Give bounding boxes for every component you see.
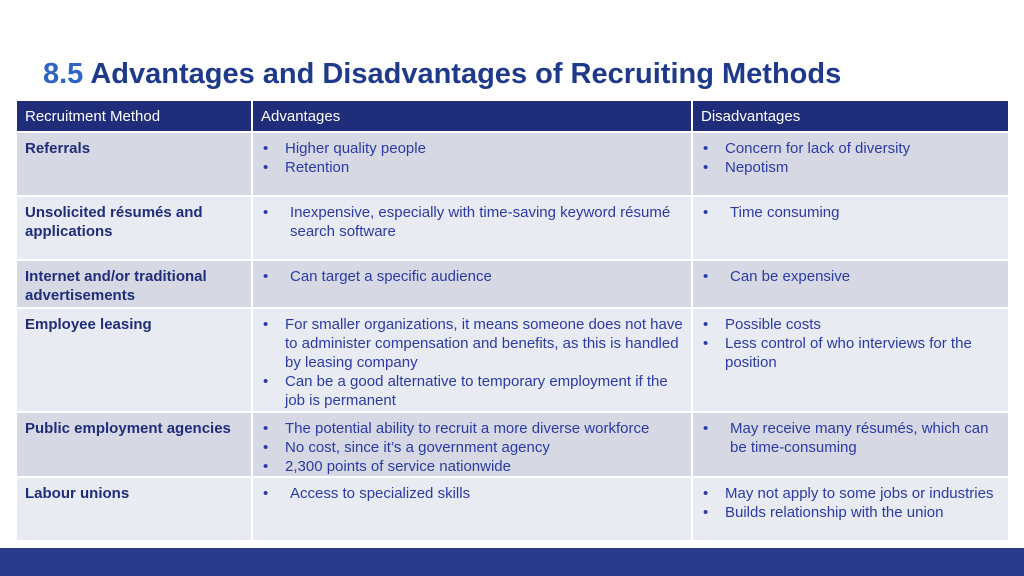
list-item: • Less control of who interviews for the position — [703, 335, 972, 371]
disadvantages-cell — [693, 309, 1008, 413]
disadvantages-cell — [693, 133, 1008, 197]
list-item: • Higher quality people — [263, 140, 426, 157]
list-item: • Time consuming — [703, 204, 840, 221]
list-item: • 2,300 points of service nationwide — [263, 458, 511, 475]
disadvantages-cell — [693, 478, 1008, 542]
list-item: • The potential ability to recruit a more diverse workforce — [263, 420, 650, 437]
list-item: • For smaller organizations, it means someone does not have to administer compensation and benefits, as this is handled by leasing company — [263, 316, 683, 371]
list-item: • May receive many résumés, which can be time-consuming — [703, 420, 989, 456]
method-cell: Internet and/or traditional advertisements — [17, 261, 253, 309]
advantages-cell — [253, 197, 693, 261]
method-cell: Referrals — [17, 133, 253, 197]
page-title — [43, 56, 841, 92]
list-item: • Retention — [263, 159, 350, 176]
header-advantages: Advantages — [253, 101, 693, 133]
method-cell: Unsolicited résumés and applications — [17, 197, 253, 261]
table-row — [17, 133, 1008, 197]
header-disadvantages: Disadvantages — [693, 101, 1008, 133]
list-item: • May not apply to some jobs or industries — [703, 485, 994, 502]
list-item: • Possible costs — [703, 316, 821, 333]
title-text: Advantages and Disadvantages of Recruiting Methods — [90, 58, 842, 90]
table-row — [17, 478, 1008, 542]
table-row — [17, 261, 1008, 309]
list-item: • Nepotism — [703, 159, 789, 176]
list-item: • Inexpensive, especially with time-saving keyword résumé search software — [263, 204, 671, 240]
disadvantages-cell — [693, 413, 1008, 478]
advantages-cell — [253, 413, 693, 478]
list-item: • Builds relationship with the union — [703, 504, 944, 521]
table-row — [17, 309, 1008, 413]
recruiting-methods-table — [17, 101, 1008, 542]
list-item: • Can be expensive — [703, 268, 851, 285]
table-header-row — [17, 101, 1008, 133]
list-item: • Can target a specific audience — [263, 268, 492, 285]
section-number: 8.5 — [43, 58, 84, 90]
advantages-cell — [253, 309, 693, 413]
footer-bar — [0, 548, 1024, 576]
disadvantages-cell — [693, 197, 1008, 261]
table-row — [17, 197, 1008, 261]
list-item: • No cost, since it’s a government agency — [263, 439, 550, 456]
method-cell: Public employment agencies — [17, 413, 253, 478]
list-item: • Can be a good alternative to temporary employment if the job is permanent — [263, 373, 668, 409]
list-item: • Access to specialized skills — [263, 485, 471, 502]
method-cell: Labour unions — [17, 478, 253, 542]
advantages-cell — [253, 478, 693, 542]
advantages-cell — [253, 261, 693, 309]
header-method: Recruitment Method — [17, 101, 253, 133]
advantages-cell — [253, 133, 693, 197]
method-cell: Employee leasing — [17, 309, 253, 413]
disadvantages-cell — [693, 261, 1008, 309]
table-row — [17, 413, 1008, 478]
list-item: • Concern for lack of diversity — [703, 140, 911, 157]
